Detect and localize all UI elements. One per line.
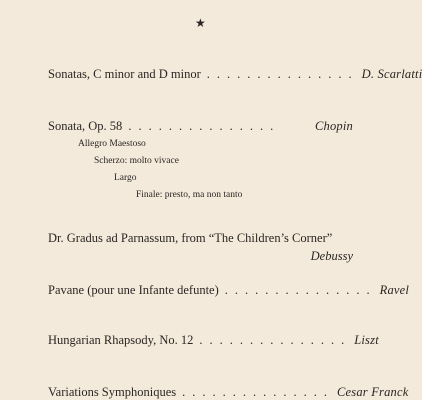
piece-title: Sonata, Op. 58 bbox=[48, 119, 123, 133]
movement-allegro: Allegro Maestoso bbox=[78, 139, 146, 149]
composer-name: D. Scarlatti bbox=[361, 67, 422, 81]
composer-name: Ravel bbox=[379, 283, 410, 297]
movement-finale: Finale: presto, ma non tanto bbox=[136, 190, 243, 200]
movement-largo: Largo bbox=[114, 173, 137, 183]
dot-leader: ............... bbox=[224, 283, 377, 297]
composer-name: Debussy bbox=[310, 249, 353, 263]
piece-title: Sonatas, C minor and D minor bbox=[48, 67, 201, 81]
dot-leader: ............... bbox=[182, 385, 334, 399]
movement-scherzo: Scherzo: molto vivace bbox=[94, 156, 179, 166]
star-ornament-icon: ★ bbox=[195, 16, 206, 30]
piece-title: Pavane (pour une Infante defunte) bbox=[48, 283, 219, 297]
program-entry-scarlatti bbox=[48, 66, 422, 82]
piece-title: Variations Symphoniques bbox=[48, 385, 177, 399]
dot-leader: ............... bbox=[199, 333, 352, 347]
composer-name: Chopin bbox=[314, 119, 353, 133]
program-entry-liszt bbox=[48, 332, 379, 348]
composer-name: Liszt bbox=[354, 333, 379, 347]
dot-leader: ............... bbox=[128, 119, 281, 133]
composer-name: Cesar Franck bbox=[337, 385, 409, 399]
program-entry-ravel bbox=[48, 282, 410, 298]
program-entry-franck bbox=[48, 384, 409, 400]
piece-title: Hungarian Rhapsody, No. 12 bbox=[48, 333, 194, 347]
program-entry-debussy bbox=[48, 230, 353, 264]
piece-title: Dr. Gradus ad Parnassum, from “The Children’s Corner” bbox=[48, 231, 333, 245]
program-entry-chopin bbox=[48, 118, 353, 134]
dot-leader: ............... bbox=[206, 67, 359, 81]
